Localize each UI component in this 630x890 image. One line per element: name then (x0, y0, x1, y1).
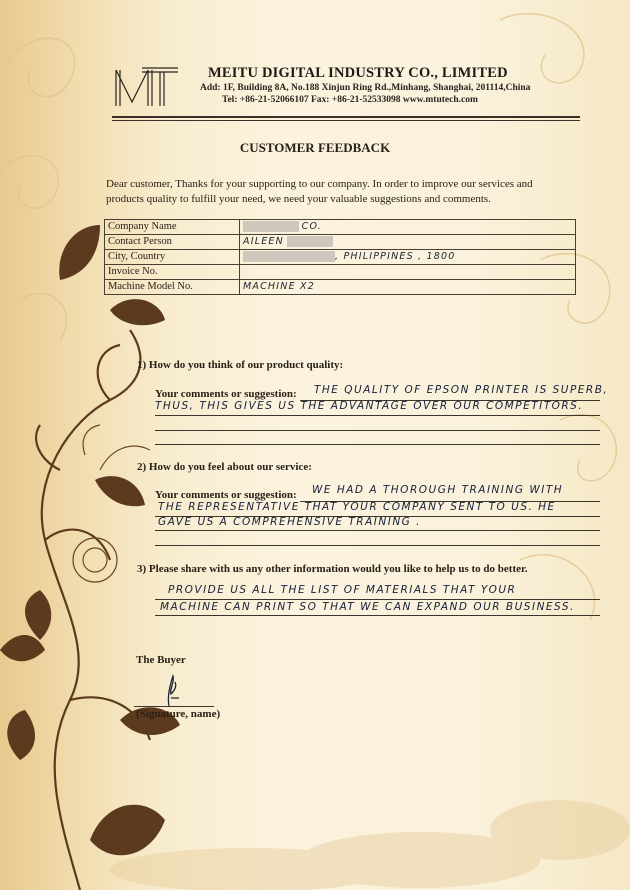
q2-answer-line-3: GAVE US A COMPREHENSIVE TRAINING . (158, 516, 421, 528)
row-label: City, Country (105, 250, 240, 265)
row-value (240, 280, 576, 295)
row-label: Invoice No. (105, 265, 240, 280)
answer-line (155, 430, 600, 431)
table-row (105, 220, 576, 235)
machine-model-value: MACHINE X2 (243, 281, 315, 292)
q2-answer-line-1: WE HAD A THOROUGH TRAINING WITH (312, 484, 564, 496)
q3-answer-line-2: MACHINE CAN PRINT SO THAT WE CAN EXPAND OUR BUSINESS. (160, 601, 575, 613)
intro-text: Dear customer, Thanks for your supporting to our company. In order to improve our services and products quality to fulfill your need, we need your valuable suggestions and comments. (106, 178, 533, 205)
redacted-block (243, 251, 335, 262)
table-row (105, 280, 576, 295)
table-row (105, 235, 576, 250)
answer-line (155, 415, 600, 416)
question-1: 1) How do you think of our product quality: (137, 359, 344, 371)
row-value (240, 235, 576, 250)
question-2: 2) How do you feel about our service: (137, 461, 312, 473)
redacted-block (287, 236, 333, 247)
company-logo (112, 62, 182, 110)
question-3: 3) Please share with us any other information would you like to help us to do better. (137, 563, 528, 575)
q3-answer-line-1: PROVIDE US ALL THE LIST OF MATERIALS THAT YOUR (168, 584, 517, 596)
q1-answer-line-2: THUS, THIS GIVES US THE ADVANTAGE OVER OUR COMPETITORS. (155, 400, 584, 412)
answer-line (155, 545, 600, 546)
row-value (240, 250, 576, 265)
buyer-label: The Buyer (136, 654, 186, 666)
q1-answer-line-1: THE QUALITY OF EPSON PRINTER IS SUPERB, (314, 384, 609, 396)
q2-answer-line-2: THE REPRESENTATIVE THAT YOUR COMPANY SENT TO US. HE (158, 501, 556, 513)
redacted-block (243, 221, 299, 232)
answer-line (155, 599, 600, 600)
company-name-value: CO. (301, 221, 322, 232)
handwritten-signature (155, 672, 195, 708)
contact-person-value: AILEEN (243, 236, 284, 247)
table-row (105, 250, 576, 265)
form-title: CUSTOMER FEEDBACK (239, 140, 391, 155)
company-contact: Tel: +86-21-52066107 Fax: +86-21-52533098 www.mtutech.com (222, 95, 478, 105)
q1-comment-label: Your comments or suggestion: (155, 388, 297, 400)
company-address: Add: 1F, Building 8A, No.188 Xinjun Ring Rd.,Minhang, Shanghai, 201114,China (200, 83, 531, 93)
answer-line (155, 444, 600, 445)
row-value (240, 220, 576, 235)
company-name: MEITU DIGITAL INDUSTRY CO., LIMITED (208, 65, 508, 81)
q2-comment-label: Your comments or suggestion: (155, 489, 297, 501)
answer-line (155, 615, 600, 616)
signature-label: (Signature, name) (136, 708, 221, 720)
answer-line (155, 530, 600, 531)
row-value (240, 265, 576, 280)
table-row (105, 265, 576, 280)
row-label: Machine Model No. (105, 280, 240, 295)
row-label: Contact Person (105, 235, 240, 250)
city-country-value: , PHILIPPINES , 1800 (335, 251, 456, 262)
signature-line (134, 706, 214, 707)
header-divider (112, 116, 580, 118)
header-divider-thin (112, 120, 580, 121)
row-label: Company Name (105, 220, 240, 235)
customer-info-table (104, 219, 576, 295)
